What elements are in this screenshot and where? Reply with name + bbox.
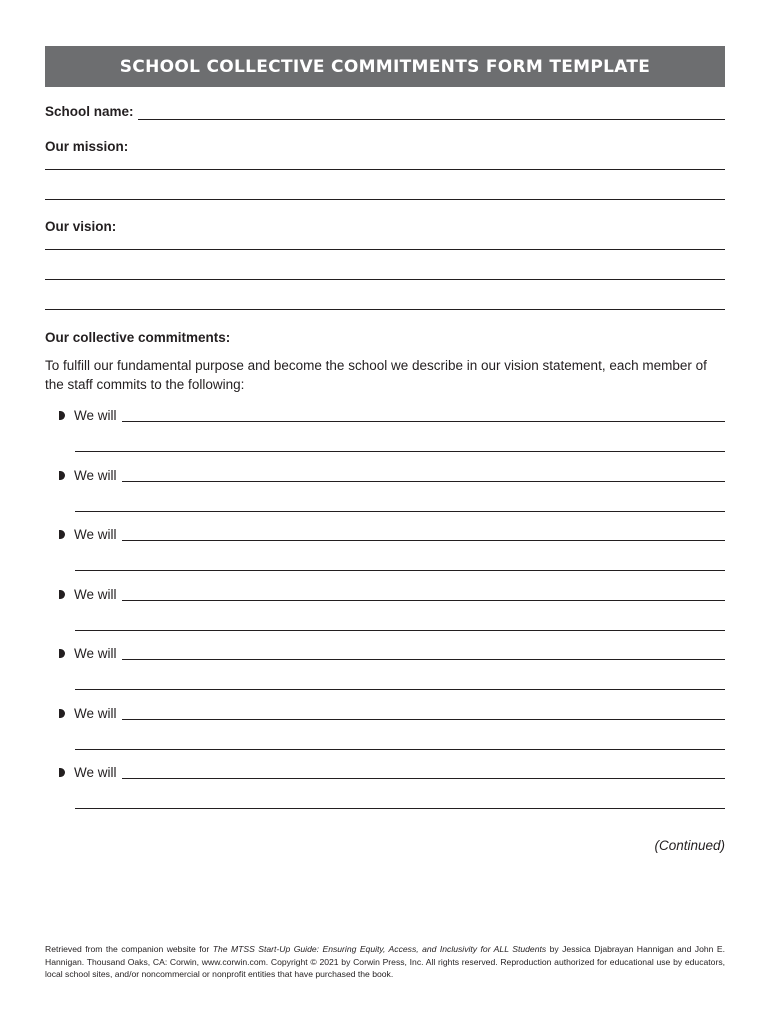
commitment-line[interactable]	[122, 719, 725, 720]
commitment-continuation-line[interactable]	[75, 749, 725, 750]
footer-prefix: Retrieved from the companion website for	[45, 944, 213, 954]
bullet-marker-icon	[59, 649, 65, 658]
commitment-continuation-line[interactable]	[75, 451, 725, 452]
bullet-marker-icon	[59, 411, 65, 420]
commitment-continuation-line[interactable]	[75, 808, 725, 809]
vision-line-3[interactable]	[45, 309, 725, 310]
vision-line-2[interactable]	[45, 279, 725, 280]
bullet-marker-icon	[59, 530, 65, 539]
vision-label: Our vision:	[45, 219, 117, 234]
form-page	[45, 46, 725, 853]
commitment-item	[45, 765, 725, 825]
commitment-item	[45, 468, 725, 528]
commitment-continuation-line[interactable]	[75, 570, 725, 571]
school-name-row	[45, 104, 725, 120]
footer-citation	[45, 943, 725, 981]
commitment-item	[45, 587, 725, 647]
school-name-label: School name:	[45, 104, 134, 119]
commitment-item	[45, 527, 725, 587]
bullet-marker-icon	[59, 709, 65, 718]
mission-line-1[interactable]	[45, 169, 725, 170]
commitment-label: We will	[74, 765, 117, 780]
commitment-line[interactable]	[122, 481, 725, 482]
commitment-continuation-line[interactable]	[75, 689, 725, 690]
bullet-marker-icon	[59, 590, 65, 599]
commitment-label: We will	[74, 527, 117, 542]
bullet-marker-icon	[59, 768, 65, 777]
commitment-line[interactable]	[122, 600, 725, 601]
commitment-label: We will	[74, 408, 117, 423]
commitments-list	[45, 408, 725, 825]
commitment-label: We will	[74, 705, 117, 721]
mission-line-2[interactable]	[45, 199, 725, 200]
commitment-line[interactable]	[122, 659, 725, 660]
commitment-continuation-line[interactable]	[75, 630, 725, 631]
mission-label: Our mission:	[45, 139, 129, 154]
commitment-item	[45, 706, 725, 766]
commitment-line[interactable]	[122, 421, 725, 422]
commitment-continuation-line[interactable]	[75, 511, 725, 512]
commitments-label: Our collective commitments:	[45, 330, 231, 345]
form-title: SCHOOL COLLECTIVE COMMITMENTS FORM TEMPLATE	[119, 56, 651, 77]
commitment-label: We will	[74, 586, 117, 602]
footer-book-title: The MTSS Start-Up Guide: Ensuring Equity, Access, and Inclusivity for ALL Students	[212, 944, 547, 954]
vision-line-1[interactable]	[45, 249, 725, 250]
bullet-marker-icon	[59, 471, 65, 480]
footer-suffix: by Jessica Djabrayan Hannigan and John E. Hannigan. Thousand Oaks, CA: Corwin, www.corwin.com. Copyright © 2021 by Corwin Press, Inc. All rights reserved. Reproduction authorized for educational use by educators, local school sites, and/or noncommercial or nonprofit entities that have purchased the book.	[45, 944, 725, 979]
continued-note: (Continued)	[654, 838, 725, 853]
commitment-item	[45, 646, 725, 706]
form-title-banner	[45, 46, 725, 87]
commitment-line[interactable]	[122, 778, 725, 779]
commitment-label: We will	[74, 467, 117, 483]
commitment-item	[45, 408, 725, 468]
school-name-field[interactable]	[138, 107, 725, 120]
commitments-intro: To fulfill our fundamental purpose and become the school we describe in our vision statement, each member of the staff commits to the following:	[45, 358, 707, 392]
commitment-label: We will	[74, 646, 117, 661]
commitment-line[interactable]	[122, 540, 725, 541]
